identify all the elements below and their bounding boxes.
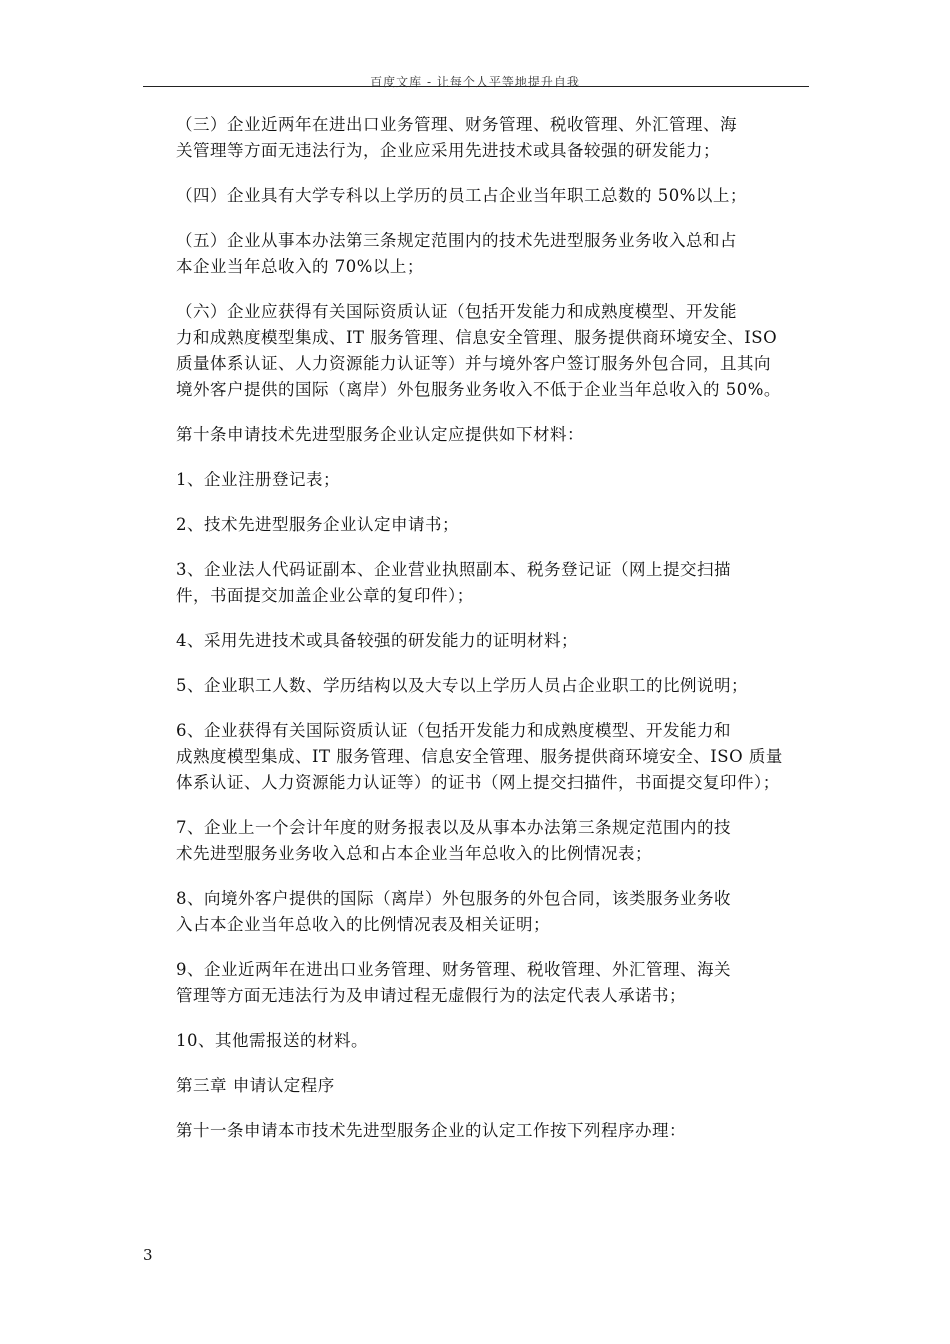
paragraph-line: （三）企业近两年在进出口业务管理、财务管理、税收管理、外汇管理、海 — [176, 115, 737, 134]
paragraph — [143, 228, 809, 280]
paragraph — [143, 183, 809, 209]
paragraph — [143, 557, 809, 609]
paragraph — [143, 1118, 809, 1144]
paragraph — [143, 512, 809, 538]
paragraph — [143, 815, 809, 867]
paragraph-line: 1、企业注册登记表； — [176, 470, 340, 489]
paragraph-line: 管理等方面无违法行为及申请过程无虚假行为的法定代表人承诺书； — [176, 986, 686, 1005]
paragraph-line: 关管理等方面无违法行为，企业应采用先进技术或具备较强的研发能力； — [176, 141, 720, 160]
paragraph — [143, 628, 809, 654]
paragraph-line: 5、企业职工人数、学历结构以及大专以上学历人员占企业职工的比例说明； — [176, 676, 748, 695]
paragraph-line: 2、技术先进型服务企业认定申请书； — [176, 515, 459, 534]
paragraph-line: 第十条申请技术先进型服务企业认定应提供如下材料： — [176, 425, 584, 444]
paragraph-line: 力和成熟度模型集成、IT 服务管理、信息安全管理、服务提供商环境安全、ISO — [176, 328, 778, 347]
paragraph — [143, 718, 809, 796]
paragraph — [143, 299, 809, 403]
paragraph-line: 4、采用先进技术或具备较强的研发能力的证明材料； — [176, 631, 578, 650]
page-header: 百度文库 - 让每个人平等地提升自我 — [370, 75, 580, 89]
paragraph-line: 术先进型服务业务收入总和占本企业当年总收入的比例情况表； — [176, 844, 652, 863]
paragraph-line: 件，书面提交加盖企业公章的复印件）； — [176, 586, 474, 605]
document-body — [143, 112, 809, 1163]
paragraph-line: 第三章 申请认定程序 — [176, 1076, 335, 1095]
header-divider — [143, 86, 809, 87]
paragraph-line: 成熟度模型集成、IT 服务管理、信息安全管理、服务提供商环境安全、ISO 质量 — [176, 747, 783, 766]
paragraph — [143, 422, 809, 448]
paragraph-line: 入占本企业当年总收入的比例情况表及相关证明； — [176, 915, 550, 934]
paragraph — [143, 673, 809, 699]
paragraph-line: 第十一条申请本市技术先进型服务企业的认定工作按下列程序办理： — [176, 1121, 686, 1140]
paragraph-line: （五）企业从事本办法第三条规定范围内的技术先进型服务业务收入总和占 — [176, 231, 737, 250]
paragraph-line: 6、企业获得有关国际资质认证（包括开发能力和成熟度模型、开发能力和 — [176, 721, 731, 740]
paragraph-line: 7、企业上一个会计年度的财务报表以及从事本办法第三条规定范围内的技 — [176, 818, 731, 837]
paragraph-line: （四）企业具有大学专科以上学历的员工占企业当年职工总数的 50%以上； — [176, 186, 747, 205]
paragraph — [143, 1028, 809, 1054]
paragraph — [143, 1073, 809, 1099]
paragraph — [143, 112, 809, 164]
page-number: 3 — [143, 1246, 153, 1264]
paragraph-line: 8、向境外客户提供的国际（离岸）外包服务的外包合同，该类服务业务收 — [176, 889, 731, 908]
paragraph-line: 质量体系认证、人力资源能力认证等）并与境外客户签订服务外包合同，且其向 — [176, 354, 771, 373]
paragraph — [143, 467, 809, 493]
paragraph-line: （六）企业应获得有关国际资质认证（包括开发能力和成熟度模型、开发能 — [176, 302, 737, 321]
paragraph — [143, 886, 809, 938]
paragraph-line: 本企业当年总收入的 70%以上； — [176, 257, 424, 276]
paragraph-line: 10、其他需报送的材料。 — [176, 1031, 368, 1050]
paragraph — [143, 957, 809, 1009]
paragraph-line: 体系认证、人力资源能力认证等）的证书（网上提交扫描件，书面提交复印件）； — [176, 773, 780, 792]
paragraph-line: 3、企业法人代码证副本、企业营业执照副本、税务登记证（网上提交扫描 — [176, 560, 731, 579]
paragraph-line: 9、企业近两年在进出口业务管理、财务管理、税收管理、外汇管理、海关 — [176, 960, 731, 979]
paragraph-line: 境外客户提供的国际（离岸）外包服务业务收入不低于企业当年总收入的 50%。 — [176, 380, 781, 399]
